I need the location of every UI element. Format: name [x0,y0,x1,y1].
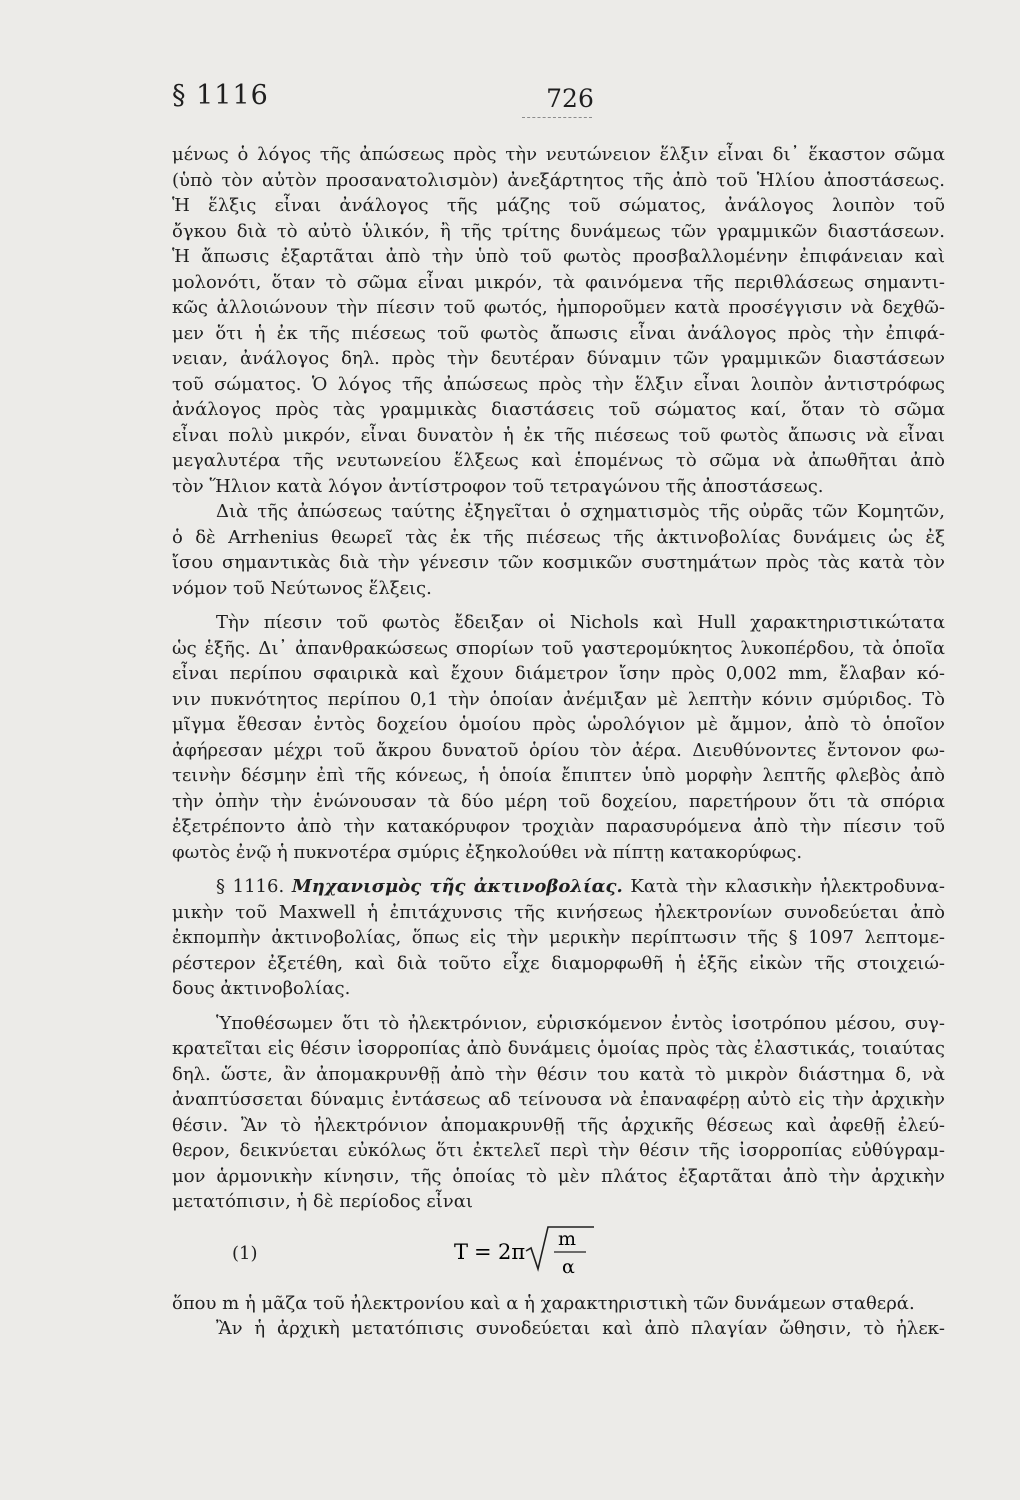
text-line: εἶναι περίπου σφαιρικὰ καὶ ἔχουν διάμετρον ἴσην πρὸς 0,002 mm, ἔλαβαν κό- [172,663,945,684]
text-line: ἀφήρεσαν μέχρι τοῦ ἄκρου δυνατοῦ ὁρίου τὸν ἀέρα. Διευθύνοντες ἔντονον φω- [172,739,945,761]
text-line: φωτὸς ἐνῷ ἡ πυκνοτέρα σμύρις ἐξηκολούθει νὰ πίπτῃ κατακορύφως. [172,841,803,863]
text-line: ἀναπτύσσεται δύναμις ἐντάσεως αδ τείνουσα νὰ ἐπαναφέρῃ αὐτὸ εἰς τὴν ἀρχικὴν [172,1089,945,1110]
text-line: τὴν ὀπὴν τὴν ἑνώνουσαν τὰ δύο μέρη τοῦ δοχείου, παρετήρουν ὅτι τὰ σπόρια [172,790,945,812]
text-line: εἶναι πολὺ μικρόν, εἶναι δυνατὸν ἡ ἐκ τῆς πιέσεως τοῦ φωτὸς ἄπωσις νὰ εἶναι [172,424,945,446]
paragraph [172,499,945,601]
text-line: μον ἁρμονικὴν κίνησιν, τῆς ὁποίας τὸ μὲν πλάτος ἐξαρτᾶται ἀπὸ τὴν ἀρχικὴν [172,1165,945,1187]
text-line: τὸν Ἥλιον κατὰ λόγον ἀντίστροφον τοῦ τετραγώνου τῆς ἀποστάσεως. [172,475,824,497]
page-header [0,0,1020,140]
text-line: ἀνάλογος πρὸς τὰς γραμμικὰς διαστάσεις τοῦ σώματος καί, ὅταν τὸ σῶμα [172,399,945,420]
text-line: κρατεῖται εἰς θέσιν ἰσορροπίας ἀπὸ δυνάμεις ὁμοίας πρὸς τὰς ἐλαστικάς, τοιαύτας [172,1038,945,1059]
text-line: Ἂν ἡ ἀρχικὴ μετατόπισις συνοδεύεται καὶ ἀπὸ πλαγίαν ὤθησιν, τὸ ἠλεκ- [216,1318,945,1339]
text-line: δους ἀκτινοβολίας. [172,978,351,999]
text-line: μένως ὁ λόγος τῆς ἀπώσεως πρὸς τὴν νευτώνειον ἕλξιν εἶναι δι᾽ ἕκαστον σῶμα [172,144,945,165]
equation-equals: = [474,1239,492,1264]
text-line: μολονότι, ὅταν τὸ σῶμα εἶναι μικρόν, τὰ φαινόμενα τῆς περιθλάσεως σημαντι- [172,271,945,293]
text-line: ὅπου m ἡ μᾶζα τοῦ ἠλεκτρονίου καὶ α ἡ χαρακτηριστικὴ τῶν δυνάμεων σταθερά. [172,1292,915,1314]
text-line: ἐξετρέποντο ἀπὸ τὴν κατακόρυφον τροχιὰν παρασυρόμενα ἀπὸ τὴν πίεσιν τοῦ [172,816,945,837]
text-line: ὁ δὲ Arrhenius θεωρεῖ τὰς ἐκ τῆς πιέσεως τῆς ἀκτινοβολίας δυνάμεις ὡς ἐξ [172,526,945,548]
text-line: νιν πυκνότητος περίπου 0,1 τὴν ὁποίαν ἀνέμιξαν μὲ λεπτὴν κόνιν σμύριδος. Τὸ [172,688,945,710]
text-line: τοῦ σώματος. Ὁ λόγος τῆς ἀπώσεως πρὸς τὴν ἕλξιν εἶναι λοιπὸν ἀντιστρόφως [172,373,945,395]
section-label: § 1116. [216,876,285,897]
equation-row [172,1221,945,1291]
equation [454,1221,614,1287]
text-line: ὡς ἑξῆς. Δι᾽ ἀπανθρακώσεως σπορίων τοῦ γαστερομύκητος λυκοπέρδου, τὰ ὁποῖα [172,637,945,659]
text-line: θέσιν. Ἂν τὸ ἠλεκτρόνιον ἀπομακρυνθῇ τῆς ἀρχικῆς θέσεως καὶ ἀφεθῇ ἐλεύ- [172,1114,945,1136]
equation-graphic [454,1221,614,1287]
page-number-rule [522,117,592,118]
paragraph [172,142,945,499]
text-line [172,874,945,900]
text-line: Τὴν πίεσιν τοῦ φωτὸς ἔδειξαν οἱ Nichols καὶ Hull χαρακτηριστικώτατα [216,612,945,633]
section-title: Μηχανισμὸς τῆς ἀκτινοβολίας. [291,876,623,897]
paragraph [172,1011,945,1215]
text-line: μεν ὅτι ἡ ἐκ τῆς πιέσεως τοῦ φωτὸς ἄπωσις εἶναι ἀνάλογος πρὸς τὴν ἐπιφά- [172,322,945,344]
text-line: θερον, δεικνύεται εὐκόλως ὅτι ἐκτελεῖ περὶ τὴν θέσιν τῆς ἰσορροπίας εὐθύγραμ- [172,1140,945,1161]
text-line: κῶς ἀλλοιώνουν τὴν πίεσιν τοῦ φωτός, ἠμποροῦμεν κατὰ προσέγγισιν νὰ δεχθῶ- [172,297,945,318]
equation-lhs: T [454,1239,469,1264]
text-line: ἐκπομπὴν ἀκτινοβολίας, ὅπως εἰς τὴν μερικὴν περίπτωσιν τῆς § 1097 λεπτομε- [172,927,945,948]
equation-coefficient: 2π [498,1239,526,1264]
text-line: μετατόπισιν, ἡ δὲ περίοδος εἶναι [172,1191,473,1212]
text-line: δηλ. ὥστε, ἂν ἀπομακρυνθῇ ἀπὸ τὴν θέσιν του κατὰ τὸ μικρὸν διάστημα δ, νὰ [172,1063,945,1085]
text-line: τεινὴν δέσμην ἐπὶ τῆς κόνεως, ἡ ὁποία ἔπιπτεν ὑπὸ μορφὴν λεπτῆς φλεβὸς ἀπὸ [172,765,945,786]
text-line: ἴσου σημαντικὰς διὰ τὴν γένεσιν τῶν κοσμικῶν συστημάτων πρὸς τὰς κατὰ τὸν [172,552,945,573]
text-line: Διὰ τῆς ἀπώσεως ταύτης ἐξηγεῖται ὁ σχηματισμὸς τῆς οὐρᾶς τῶν Κομητῶν, [216,501,945,522]
text-line: νειαν, ἀνάλογος δηλ. πρὸς τὴν δευτέραν δύναμιν τῶν γραμμικῶν διαστάσεων [172,348,945,369]
section-first-line-text: Κατὰ τὴν κλασικὴν ἠλεκτροδυνα- [630,876,945,897]
text-line: Ὑποθέσωμεν ὅτι τὸ ἠλεκτρόνιον, εὑρισκόμενον ἐντὸς ἰσοτρόπου μέσου, συγ- [216,1012,945,1034]
equation-numerator: m [558,1227,577,1250]
paragraph [172,1291,945,1342]
text-line: (ὑπὸ τὸν αὐτὸν προσανατολισμὸν) ἀνεξάρτητος τῆς ἀπὸ τοῦ Ἡλίου ἀποστάσεως. [172,169,945,191]
text-line: Ἡ ἕλξις εἶναι ἀνάλογος τῆς μάζης τοῦ σώματος, ἀνάλογος λοιπὸν τοῦ [172,195,945,216]
text-line: μικὴν τοῦ Maxwell ἡ ἐπιτάχυνσις τῆς κινήσεως ἠλεκτρονίων συνοδεύεται ἀπὸ [172,901,945,923]
section-paragraph [172,874,945,1002]
paragraph [172,610,945,865]
text-line: ὄγκου διὰ τὸ αὐτὸ ὑλικόν, ἢ τῆς τρίτης δυνάμεως τῶν γραμμικῶν διαστάσεων. [172,220,945,242]
equation-number: (1) [232,1242,258,1264]
body-text [172,142,945,1342]
equation-denominator: α [562,1255,575,1278]
page-number: 726 [546,84,594,113]
text-line: ρέστερον ἐξετέθη, καὶ διὰ τοῦτο εἶχε διαμορφωθῆ ἡ ἑξῆς εἰκὼν τῆς στοιχειώ- [172,952,945,974]
text-line: μῖγμα ἔθεσαν ἐντὸς δοχείου ὁμοίου πρὸς ὡρολόγιον μὲ ἄμμον, ἀπὸ τὸ ὁποῖον [172,714,945,735]
text-line: Ἡ ἄπωσις ἐξαρτᾶται ἀπὸ τὴν ὑπὸ τοῦ φωτὸς προσβαλλομένην ἐπιφάνειαν καὶ [172,246,945,267]
text-line: νόμον τοῦ Νεύτωνος ἕλξεις. [172,577,432,599]
running-section-number: § 1116 [172,80,269,111]
text-line: μεγαλυτέρα τῆς νευτωνείου ἕλξεως καὶ ἑπομένως τὸ σῶμα νὰ ἀπωθῆται ἀπὸ [172,450,945,471]
